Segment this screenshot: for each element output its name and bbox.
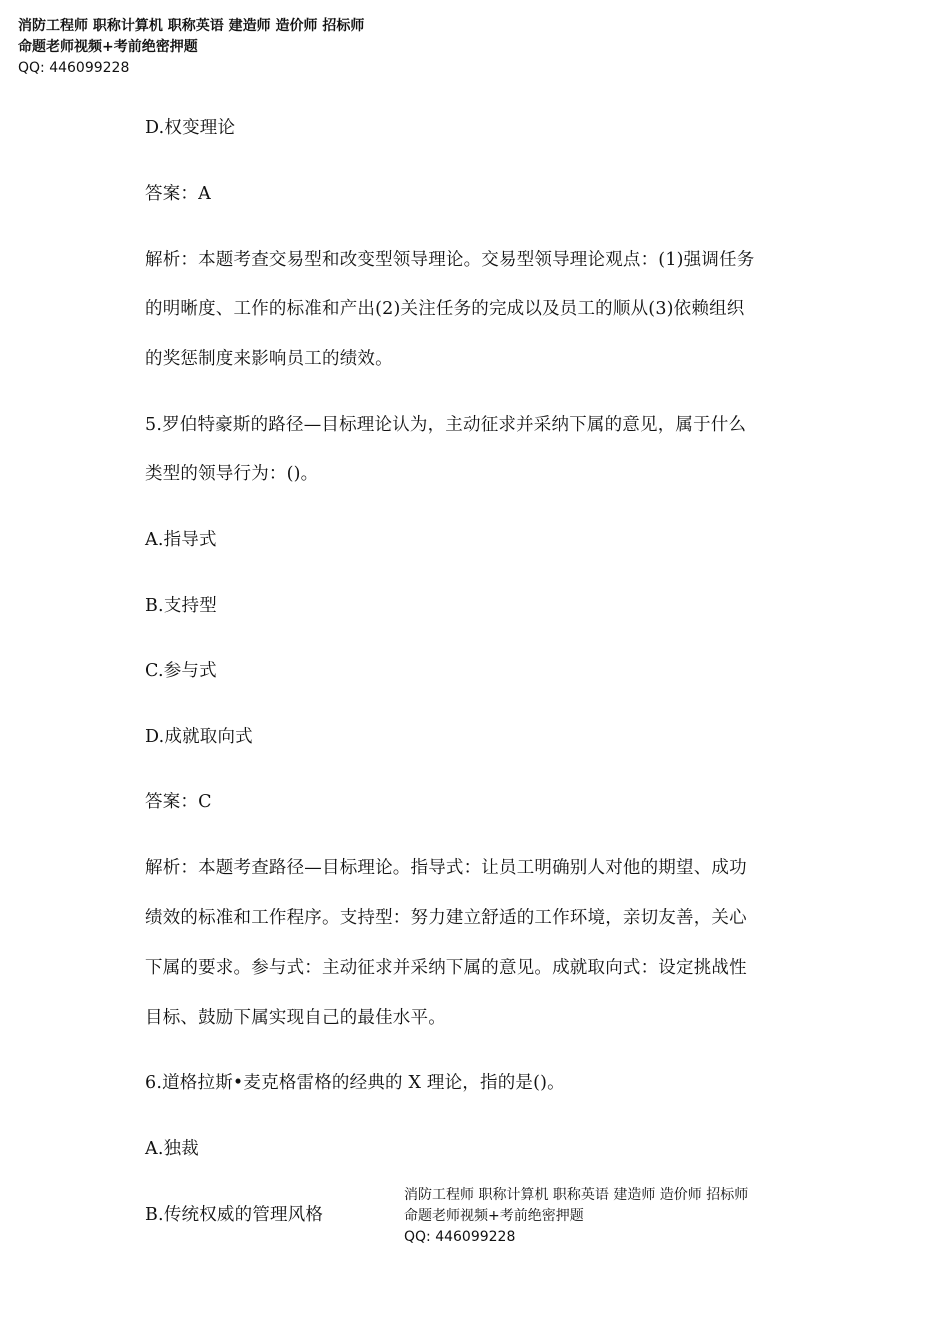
footer-qq-contact: QQ: 446099228 bbox=[404, 1229, 516, 1245]
explanation-q5-line1: 解析：本题考查路径—目标理论。指导式：让员工明确别人对他的期望、成功 bbox=[145, 858, 747, 878]
option-d-contingency: D.权变理论 bbox=[145, 118, 236, 138]
explanation-q4-line1: 解析：本题考查交易型和改变型领导理论。交易型领导理论观点：(1)强调任务 bbox=[145, 250, 755, 270]
question-5-line2: 类型的领导行为：()。 bbox=[145, 464, 319, 484]
explanation-q5-line4: 目标、鼓励下属实现自己的最佳水平。 bbox=[145, 1008, 446, 1028]
header-qq-contact: QQ: 446099228 bbox=[18, 60, 130, 76]
footer-promo: 命题老师视频+考前绝密押题 bbox=[404, 1208, 584, 1224]
question-5-line1: 5.罗伯特豪斯的路径—目标理论认为，主动征求并采纳下属的意见，属于什么 bbox=[145, 415, 747, 435]
option-b-supportive: B.支持型 bbox=[145, 596, 217, 616]
explanation-q4-line2: 的明晰度、工作的标准和产出(2)关注任务的完成以及员工的顺从(3)依赖组织 bbox=[145, 299, 745, 319]
question-6: 6.道格拉斯•麦克格雷格的经典的 X 理论，指的是()。 bbox=[145, 1073, 565, 1093]
option-a-autocratic: A.独裁 bbox=[145, 1139, 200, 1159]
header-exam-list: 消防工程师 职称计算机 职称英语 建造师 造价师 招标师 bbox=[18, 18, 365, 34]
explanation-q4-line3: 的奖惩制度来影响员工的绩效。 bbox=[145, 349, 393, 369]
option-b-traditional: B.传统权威的管理风格 bbox=[145, 1205, 324, 1225]
page-header bbox=[18, 16, 364, 79]
explanation-q5-line3: 下属的要求。参与式：主动征求并采纳下属的意见。成就取向式：设定挑战性 bbox=[145, 958, 747, 978]
header-promo: 命题老师视频+考前绝密押题 bbox=[18, 39, 198, 55]
explanation-q5-line2: 绩效的标准和工作程序。支持型：努力建立舒适的工作环境，亲切友善，关心 bbox=[145, 908, 747, 928]
footer-exam-list: 消防工程师 职称计算机 职称英语 建造师 造价师 招标师 bbox=[404, 1187, 749, 1203]
answer-q4: 答案：A bbox=[145, 184, 211, 204]
option-c-participative: C.参与式 bbox=[145, 661, 217, 681]
answer-q5: 答案：C bbox=[145, 792, 212, 812]
option-d-achievement: D.成就取向式 bbox=[145, 727, 253, 747]
page-footer bbox=[404, 1185, 748, 1248]
option-a-directive: A.指导式 bbox=[145, 530, 217, 550]
